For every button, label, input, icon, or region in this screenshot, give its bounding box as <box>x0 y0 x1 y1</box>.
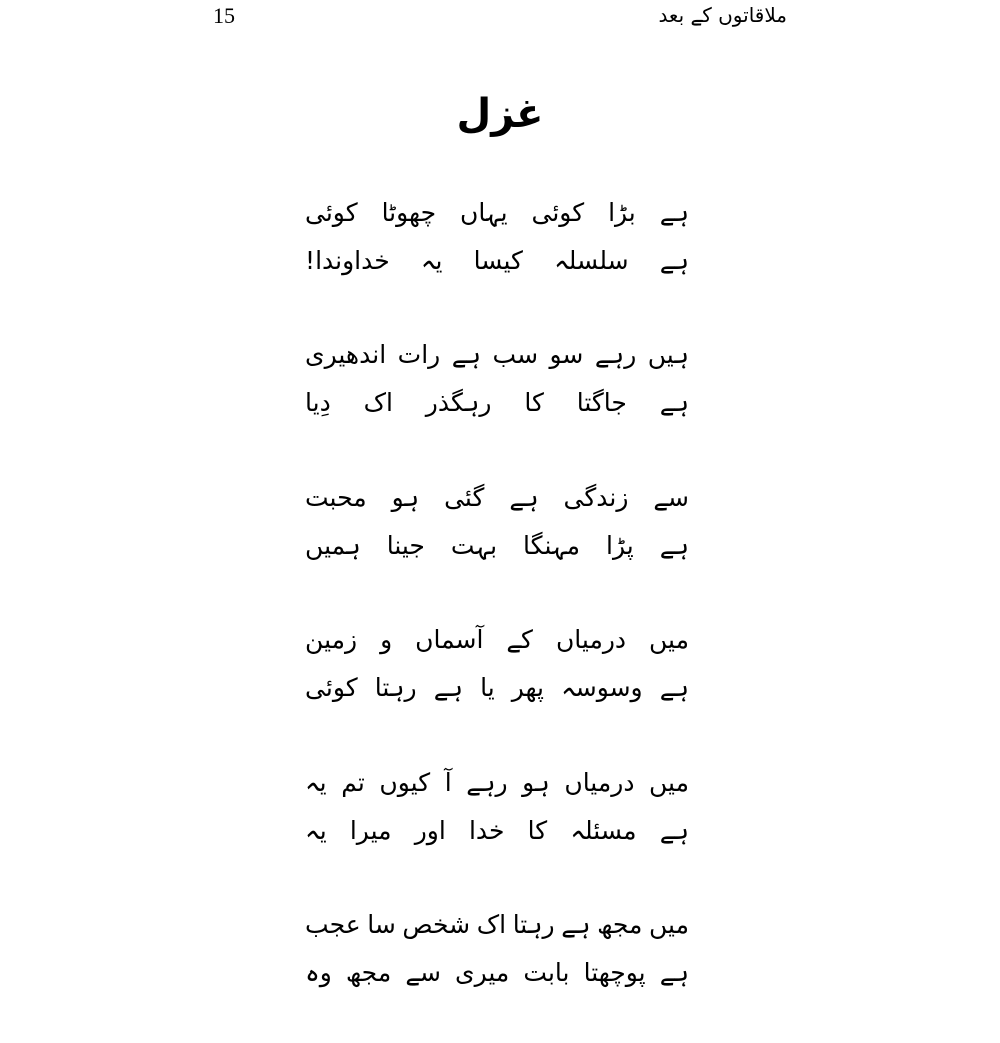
verse-word: میں <box>649 625 689 654</box>
verse-word: میری <box>455 958 509 987</box>
poem-body <box>305 188 689 1043</box>
verse-line <box>305 473 689 521</box>
verse-word: عجب <box>305 910 361 939</box>
verse-word: محبت <box>305 483 367 512</box>
verse-word: سے <box>653 483 689 512</box>
verse-word: اندھیری <box>305 340 386 369</box>
verse-word: اور <box>415 816 446 845</box>
verse-line <box>305 664 689 712</box>
verse-word: وسوسہ <box>561 673 643 702</box>
verse-word: میں <box>649 768 689 797</box>
verse-word: شخص <box>402 910 470 939</box>
verse-word: کوئی <box>305 673 358 702</box>
verse-word: درمیاں <box>556 625 626 654</box>
verse-word: تم <box>341 768 365 797</box>
verse-word: زمین <box>305 625 357 654</box>
verse-word: کیسا <box>474 246 523 275</box>
verse-word: بابت <box>523 958 569 987</box>
verse-word: اک <box>477 910 506 939</box>
poem-title: غزل <box>0 84 1000 144</box>
stanza <box>305 616 689 759</box>
verse-word: جینا <box>387 531 425 560</box>
verse-line <box>305 188 689 236</box>
verse-word: سو <box>550 340 584 369</box>
verse-line <box>305 949 689 997</box>
verse-word: خداوندا! <box>305 246 390 275</box>
verse-word: یہ <box>305 768 327 797</box>
verse-word: کیوں <box>379 768 430 797</box>
verse-word: کے <box>506 625 533 654</box>
verse-word: ہے <box>660 388 689 417</box>
verse-word: سلسلہ <box>554 246 628 275</box>
verse-word: رہے <box>466 768 507 797</box>
verse-word: آسماں <box>415 625 483 654</box>
verse-word: رہگذر <box>426 388 492 417</box>
verse-word: ہے <box>660 198 689 227</box>
verse-line <box>305 758 689 806</box>
page-number: 15 <box>213 2 235 30</box>
verse-word: ہو <box>522 768 550 797</box>
verse-word: کوئی <box>532 198 585 227</box>
verse-word: پھر <box>512 673 544 702</box>
verse-word: ہے <box>509 483 538 512</box>
stanza <box>305 331 689 474</box>
verse-word: مہنگا <box>523 531 580 560</box>
verse-word: و <box>380 625 392 654</box>
verse-word: خدا <box>469 816 505 845</box>
verse-word: وہ <box>305 958 332 987</box>
verse-word: یہاں <box>460 198 508 227</box>
verse-word: ہے <box>660 816 689 845</box>
verse-word: ہے <box>660 246 689 275</box>
verse-word: بڑا <box>608 198 636 227</box>
stanza <box>305 473 689 616</box>
verse-word: یا <box>480 673 495 702</box>
verse-word: کا <box>528 816 548 845</box>
verse-line <box>305 379 689 427</box>
verse-word: کوئی <box>305 198 358 227</box>
verse-line <box>305 806 689 854</box>
verse-word: ہے <box>660 673 689 702</box>
verse-word: گئی <box>444 483 484 512</box>
verse-word: ہے <box>434 673 463 702</box>
verse-word: ہے <box>561 910 590 939</box>
verse-word: یہ <box>305 816 327 845</box>
verse-word: پوچھتا <box>584 958 646 987</box>
verse-line <box>305 236 689 284</box>
verse-word: مجھ <box>346 958 391 987</box>
verse-word: مجھ <box>597 910 642 939</box>
verse-word: ہے <box>660 958 689 987</box>
verse-word: کا <box>524 388 544 417</box>
verse-word: بہت <box>451 531 497 560</box>
running-header: ملاقاتوں کے بعد <box>658 0 787 30</box>
verse-word: رہتا <box>513 910 555 939</box>
verse-word: آ <box>445 768 452 797</box>
verse-word: میں <box>649 910 689 939</box>
verse-word: ہے <box>660 531 689 560</box>
verse-line <box>305 331 689 379</box>
verse-line <box>305 901 689 949</box>
verse-word: چھوٹا <box>382 198 436 227</box>
verse-word: میرا <box>350 816 392 845</box>
verse-word: یہ <box>421 246 443 275</box>
verse-word: درمیاں <box>564 768 634 797</box>
verse-line <box>305 616 689 664</box>
verse-word: اک <box>364 388 393 417</box>
verse-word: مسئلہ <box>570 816 636 845</box>
verse-word: رہے <box>595 340 636 369</box>
verse-word: ہے <box>452 340 481 369</box>
verse-line <box>305 521 689 569</box>
stanza <box>305 758 689 901</box>
verse-word: ہو <box>392 483 420 512</box>
verse-word: دِیا <box>305 388 331 417</box>
verse-word: رہتا <box>375 673 417 702</box>
verse-word: ہیں <box>648 340 689 369</box>
verse-word: سب <box>493 340 539 369</box>
verse-word: سے <box>405 958 441 987</box>
stanza <box>305 901 689 1043</box>
verse-word: زندگی <box>564 483 629 512</box>
verse-word: رات <box>398 340 441 369</box>
verse-word: سا <box>367 910 396 939</box>
verse-word: ہمیں <box>305 531 361 560</box>
stanza <box>305 188 689 331</box>
verse-word: جاگتا <box>577 388 627 417</box>
verse-word: پڑا <box>606 531 634 560</box>
